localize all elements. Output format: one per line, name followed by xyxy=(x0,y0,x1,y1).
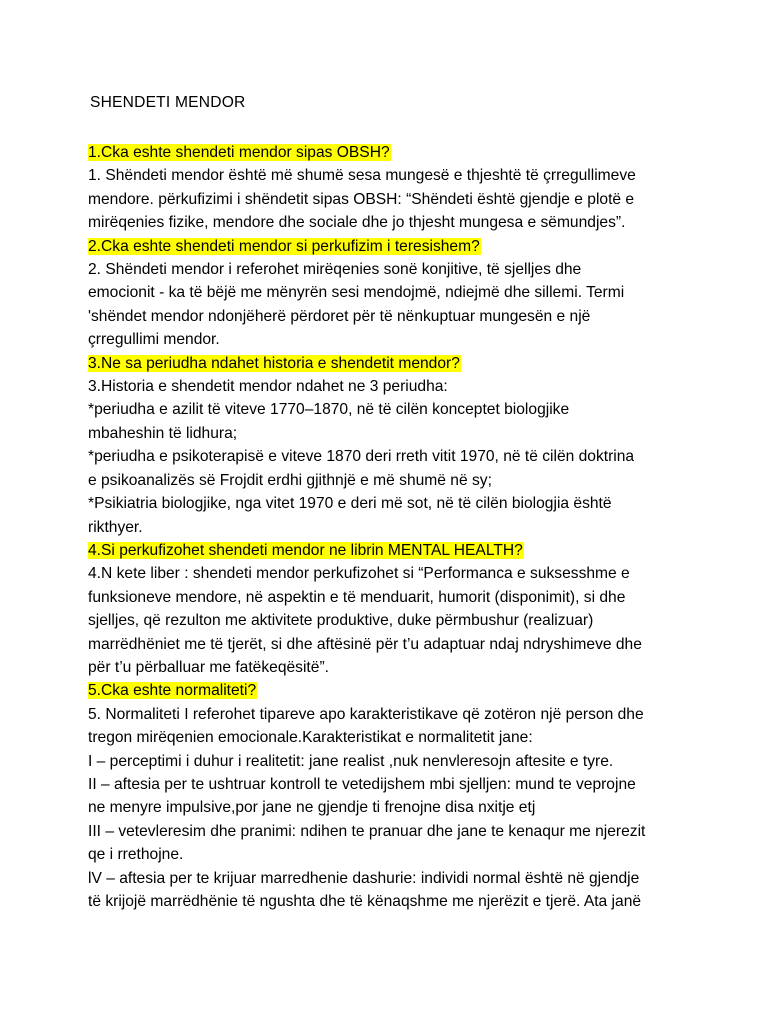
answer-line: mbaheshin të lidhura; xyxy=(88,424,238,442)
document-title: SHENDETI MENDOR xyxy=(90,94,246,111)
answer-line: ne menyre impulsive,por jane ne gjendje ti frenojne disa nxitje etj xyxy=(88,799,536,817)
question-highlight: 2.Cka eshte shendeti mendor si perkufizim i teresishem? xyxy=(88,237,480,255)
answer-line: 5. Normaliteti I referohet tipareve apo karakteristikave që zotëron një person dhe xyxy=(88,705,644,723)
answer-line: mendore. përkufizimi i shëndetit sipas OBSH: “Shëndeti është gjendje e plotë e xyxy=(88,190,635,208)
answer-paragraph xyxy=(88,258,700,352)
answer-line: II – aftesia per te ushtruar kontroll te vetedijshem mbi sjelljen: mund te veprojne xyxy=(88,775,636,793)
question-text xyxy=(88,141,700,164)
question-highlight: 3.Ne sa periudha ndahet historia e shendetit mendor? xyxy=(88,354,460,372)
answer-line: sjelljes, që rezulton me aktivitete produktive, duke përmbushur (realizuar) xyxy=(88,612,594,630)
question-text xyxy=(88,679,700,702)
answer-line: mirëqenies fizike, mendore dhe sociale dhe jo thjesht mungesa e sëmundjes”. xyxy=(88,214,626,232)
answer-line: III – vetevleresim dhe pranimi: ndihen te pranuar dhe jane te kenaqur me njerezit xyxy=(88,822,646,840)
answer-line: 'shëndet mendor ndonjëherë përdoret për të nënkuptuar mungesën e një xyxy=(88,307,591,325)
question-highlight: 1.Cka eshte shendeti mendor sipas OBSH? xyxy=(88,144,390,161)
answer-line: 1. Shëndeti mendor është më shumë sesa mungesë e thjeshtë të çrregullimeve xyxy=(88,167,636,185)
answer-paragraph xyxy=(88,562,700,679)
document-body xyxy=(88,141,700,913)
answer-line: qe i rrethojne. xyxy=(88,846,184,864)
answer-line: 2. Shëndeti mendor i referohet mirëqenies sonë konjitive, të sjelljes dhe xyxy=(88,261,582,279)
answer-paragraph xyxy=(88,375,700,539)
question-heading xyxy=(88,352,700,375)
question-text xyxy=(88,235,700,258)
answer-line: çrregullimi mendor. xyxy=(88,331,220,349)
answer-line: marrëdhëniet me të tjerët, si dhe aftësinë për t’u adaptuar ndaj ndryshimeve dhe xyxy=(88,635,642,653)
answer-paragraph xyxy=(88,164,700,234)
question-heading xyxy=(88,235,700,258)
answer-paragraph xyxy=(88,703,700,914)
question-text xyxy=(88,352,700,375)
answer-line: e psikoanalizës së Frojdit erdhi gjithnjë e më shumë në sy; xyxy=(88,471,492,489)
question-heading xyxy=(88,679,700,702)
question-heading xyxy=(88,539,700,562)
question-text xyxy=(88,539,700,562)
answer-line: të krijojë marrëdhënie të ngushta dhe të kënaqshme me njerëzit e tjerë. Ata janë xyxy=(88,893,642,910)
question-heading xyxy=(88,141,700,164)
answer-line: për t’u përballuar me fatëkeqësitë”. xyxy=(88,658,329,676)
answer-line: *periudha e psikoterapisë e viteve 1870 deri rreth vitit 1970, në të cilën doktrina xyxy=(88,448,635,466)
answer-line: tregon mirëqenien emocionale.Karakteristikat e normalitetit jane: xyxy=(88,729,533,747)
answer-line: 4.N kete liber : shendeti mendor perkufizohet si “Performanca e suksesshme e xyxy=(88,565,630,583)
answer-line: *Psikiatria biologjike, nga vitet 1970 e deri më sot, në të cilën biologjia është xyxy=(88,495,612,513)
question-highlight: 4.Si perkufizohet shendeti mendor ne librin MENTAL HEALTH? xyxy=(88,541,523,559)
answer-line: emocionit - ka të bëjë me mënyrën sesi mendojmë, ndiejmë dhe sillemi. Termi xyxy=(88,284,625,302)
answer-line: 3.Historia e shendetit mendor ndahet ne 3 periudha: xyxy=(88,378,448,396)
answer-line: rikthyer. xyxy=(88,518,143,536)
answer-line: lV – aftesia per te krijuar marredhenie dashurie: individi normal është në gjendje xyxy=(88,869,640,887)
answer-line: I – perceptimi i duhur i realitetit: jane realist ,nuk nenvleresojn aftesite e tyre. xyxy=(88,752,614,770)
answer-line: funksioneve mendore, në aspektin e të menduarit, humorit (disponimit), si dhe xyxy=(88,588,626,606)
question-highlight: 5.Cka eshte normaliteti? xyxy=(88,682,257,700)
answer-line: *periudha e azilit të viteve 1770–1870, në të cilën konceptet biologjike xyxy=(88,401,570,419)
